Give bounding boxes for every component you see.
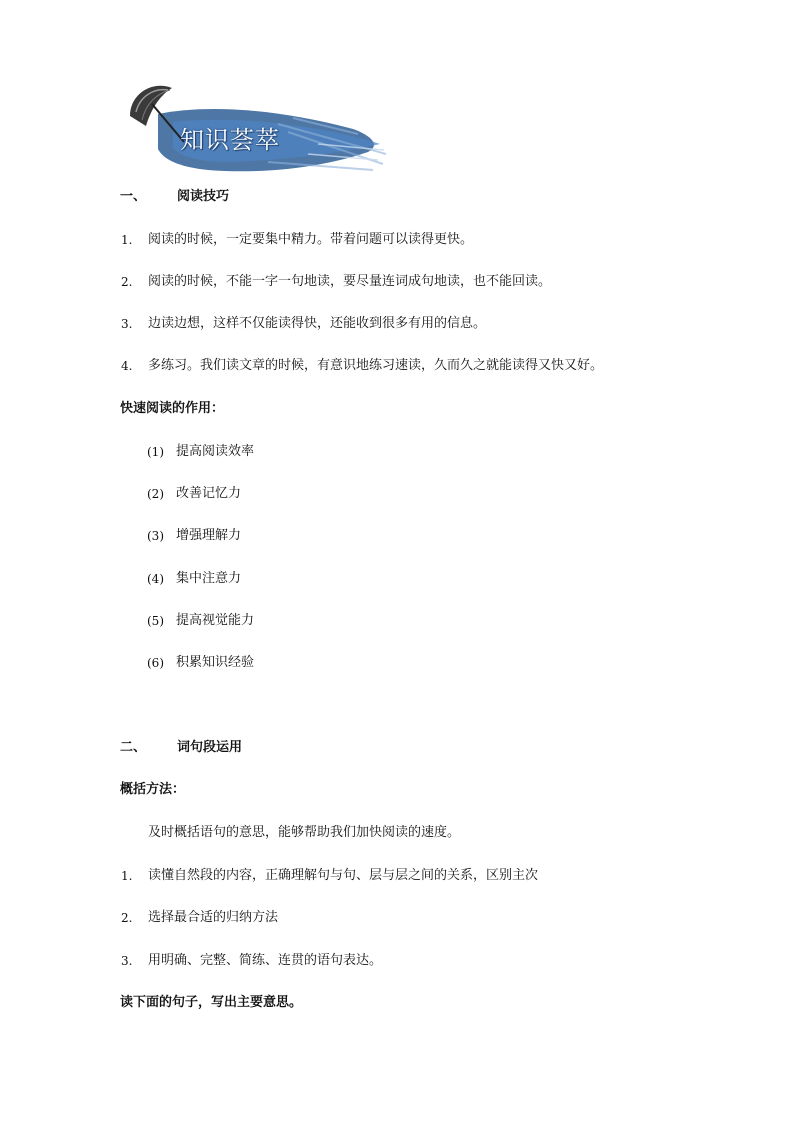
list-item-number: 2. — [121, 275, 133, 289]
section1-heading: 阅读技巧 — [177, 189, 230, 204]
list-item: 读懂自然段的内容，正确理解句与句、层与层之间的关系，区别主次 — [148, 868, 539, 883]
list-item-number: 1. — [121, 233, 133, 247]
section1-number: 一、 — [120, 189, 147, 204]
benefit-number: (6) — [147, 656, 164, 670]
exercise-prompt: 读下面的句子，写出主要意思。 — [120, 995, 303, 1010]
benefit-item: 提高阅读效率 — [176, 444, 255, 459]
list-item: 多练习。我们读文章的时候，有意识地练习速读，久而久之就能读得又快又好。 — [148, 358, 604, 373]
list-item-number: 2. — [121, 911, 133, 925]
benefit-item: 增强理解力 — [176, 528, 242, 543]
knowledge-banner — [118, 74, 388, 184]
list-item: 边读边想，这样不仅能读得快，还能收到很多有用的信息。 — [148, 316, 487, 331]
benefit-number: (3) — [147, 529, 164, 543]
list-item-number: 4. — [121, 359, 133, 373]
benefit-number: (1) — [147, 445, 164, 459]
list-item: 阅读的时候，一定要集中精力。带着问题可以读得更快。 — [148, 232, 474, 247]
benefit-item: 集中注意力 — [176, 571, 242, 586]
benefit-number: (2) — [147, 487, 164, 501]
section2-number: 二、 — [120, 740, 147, 755]
list-item-number: 3. — [121, 317, 133, 331]
list-item: 阅读的时候，不能一字一句地读，要尽量连词成句地读，也不能回读。 — [148, 274, 552, 289]
list-item-number: 1. — [121, 869, 133, 883]
banner-title: 知识荟萃 — [180, 126, 280, 154]
list-item-number: 3. — [121, 954, 133, 968]
summary-method-subheading: 概括方法： — [120, 782, 186, 797]
list-item: 选择最合适的归纳方法 — [148, 910, 279, 925]
benefit-number: (4) — [147, 572, 164, 586]
benefits-subheading: 快速阅读的作用： — [120, 401, 225, 416]
benefit-item: 积累知识经验 — [176, 655, 255, 670]
list-item: 用明确、完整、简练、连贯的语句表达。 — [148, 953, 383, 968]
section2-heading: 词句段运用 — [177, 740, 243, 755]
summary-intro: 及时概括语句的意思，能够帮助我们加快阅读的速度。 — [148, 825, 461, 840]
benefit-item: 改善记忆力 — [176, 486, 242, 501]
benefit-number: (5) — [147, 614, 164, 628]
benefit-item: 提高视觉能力 — [176, 613, 255, 628]
